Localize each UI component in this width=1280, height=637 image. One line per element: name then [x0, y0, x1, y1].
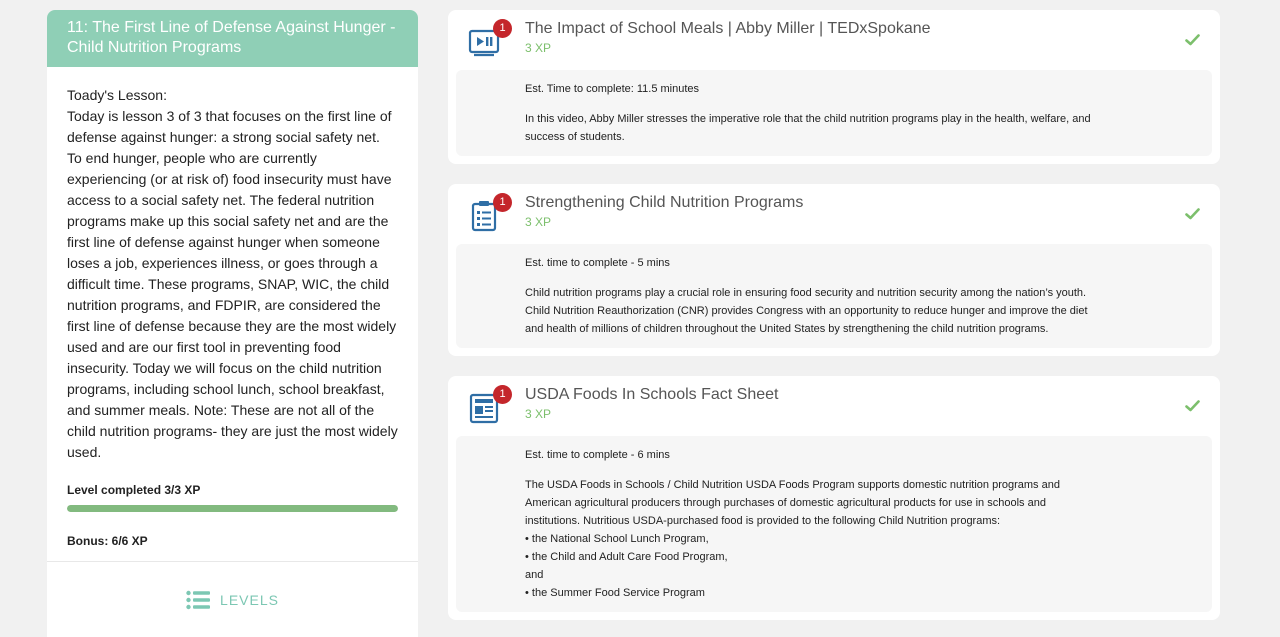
- activity-card-header[interactable]: [448, 10, 1220, 70]
- notification-badge: 1: [493, 193, 512, 212]
- activity-card[interactable]: [448, 184, 1220, 356]
- lesson-panel: [47, 10, 418, 637]
- lesson-title: 11: The First Line of Defense Against Hunger - Child Nutrition Programs: [47, 10, 418, 67]
- activity-card[interactable]: [448, 10, 1220, 164]
- activity-title[interactable]: Strengthening Child Nutrition Programs: [525, 194, 804, 211]
- activity-xp: 3 XP: [525, 407, 552, 421]
- level-completed-label: Level completed 3/3 XP: [67, 483, 201, 497]
- activity-xp: 3 XP: [525, 215, 552, 229]
- lesson-intro-label: Toady's Lesson:: [67, 87, 167, 103]
- activity-details: [456, 436, 1212, 612]
- activity-description: The USDA Foods in Schools / Child Nutrition USDA Foods Program supports domestic nutrition programs and American agricultural producers through purchases of domestic agricultural products for use in schools and institutions. Nutritious USDA-purchased food is provided to the following Child Nutrition programs: • the National School Lunch Program, • the Child and Adult Care Food Program, and • the Summer Food Service Program: [525, 479, 1060, 599]
- activity-card[interactable]: [448, 376, 1220, 620]
- level-progress-bar: [67, 505, 398, 512]
- bonus-label: Bonus: 6/6 XP: [67, 534, 148, 548]
- activity-details: [456, 70, 1212, 156]
- level-progress-fill: [67, 505, 398, 512]
- activity-details: [456, 244, 1212, 348]
- list-icon: [186, 590, 210, 610]
- notification-badge: 1: [493, 19, 512, 38]
- checkmark-icon: [1185, 208, 1200, 220]
- checkmark-icon: [1185, 34, 1200, 46]
- estimated-time: Est. Time to complete: 11.5 minutes: [525, 83, 700, 95]
- activity-card-header[interactable]: [448, 184, 1220, 244]
- activity-xp: 3 XP: [525, 41, 552, 55]
- checkmark-icon: [1185, 400, 1200, 412]
- activity-description: Child nutrition programs play a crucial role in ensuring food security and nutrition security among the nation’s youth. Child Nutrition Reauthorization (CNR) provides Congress with an opportunity to reduce hunger and improve the diet and health of millions of children throughout the United States by strengthening the child nutrition programs.: [525, 287, 1088, 335]
- lesson-body: [47, 67, 418, 548]
- lesson-description: Today is lesson 3 of 3 that focuses on the first line of defense against hunger: a strong social safety net. To end hunger, people who are currently experiencing (or at risk of) food insecurity must have access to a social safety net. The federal nutrition programs make up this social safety net and are the first line of defense against hunger when someone loses a job, experiences illness, or goes through a difficult time. These programs, SNAP, WIC, the child nutrition programs, and FDPIR, are considered the first line of defense because they are the most widely used and are our first tool in preventing food insecurity. Today we will focus on the child nutrition programs, including school lunch, school breakfast, and summer meals. Note: These are not all of the child nutrition programs- they are just the most widely used.: [67, 108, 398, 460]
- levels-footer: [47, 561, 418, 637]
- estimated-time: Est. time to complete - 6 mins: [525, 449, 670, 461]
- activity-description: In this video, Abby Miller stresses the imperative role that the child nutrition programs play in the health, welfare, and success of students.: [525, 113, 1091, 143]
- activity-title[interactable]: The Impact of School Meals | Abby Miller | TEDxSpokane: [525, 20, 931, 37]
- levels-button[interactable]: [186, 590, 279, 610]
- levels-label: LEVELS: [220, 592, 279, 608]
- notification-badge: 1: [493, 385, 512, 404]
- activity-title[interactable]: USDA Foods In Schools Fact Sheet: [525, 386, 779, 403]
- estimated-time: Est. time to complete - 5 mins: [525, 257, 670, 269]
- activity-card-header[interactable]: [448, 376, 1220, 436]
